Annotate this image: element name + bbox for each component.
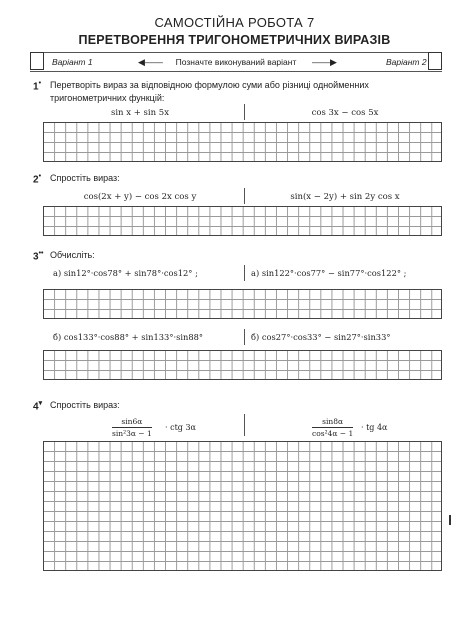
task-3b-variant-2: б) cos27°·cos33° − sin27°·sin33°	[251, 332, 391, 342]
task-3a-answer-grid[interactable]	[43, 289, 442, 319]
task-4-variant-2-tail: · tg 4α	[361, 423, 388, 432]
task-1-variant-1-expression: sin x + sin 5x	[110, 108, 170, 118]
task-4-variant-1-fraction	[112, 417, 152, 438]
task-3a-variant-2: а) sin122°·cos77° − sin77°·cos122° ;	[251, 268, 407, 278]
fraction-numerator: sin8α	[312, 417, 353, 428]
task-3-number: 3••	[33, 250, 44, 263]
variant-1-label: Варіант 1	[52, 57, 93, 67]
task-4-separator	[244, 414, 245, 436]
task-4-variant-2-fraction	[312, 417, 353, 438]
arrow-left-icon: ◀——	[138, 57, 163, 67]
task-1-number: 1•	[33, 80, 42, 93]
task-4-answer-grid[interactable]	[43, 441, 442, 571]
task-2-text: Спростіть вираз:	[50, 173, 120, 183]
task-1-answer-grid[interactable]	[43, 122, 442, 162]
task-2-answer-grid[interactable]	[43, 206, 442, 236]
fraction-denominator: sin²3α − 1	[112, 429, 152, 438]
task-4-variant-1-tail: · ctg 3α	[165, 423, 196, 432]
variant-2-label: Варіант 2	[386, 57, 427, 67]
task-3-text: Обчисліть:	[50, 250, 95, 260]
task-2-number: 2•	[33, 173, 42, 186]
task-1-separator	[244, 104, 245, 120]
task-2-variant-2-expression: sin(x − 2y) + sin 2y cos x	[290, 192, 400, 202]
task-3a-separator	[244, 265, 245, 281]
variant-selector-bar	[30, 52, 442, 72]
task-2-variant-1-expression: cos(2x + y) − cos 2x cos y	[83, 192, 197, 202]
fraction-numerator: sin6α	[112, 417, 152, 428]
variant-hint: Позначте виконуваний варіант	[175, 57, 297, 67]
task-4-text: Спростіть вираз:	[50, 400, 120, 410]
task-3b-answer-grid[interactable]	[43, 350, 442, 380]
task-2-separator	[244, 188, 245, 204]
page-subtitle: ПЕРЕТВОРЕННЯ ТРИГОНОМЕТРИЧНИХ ВИРАЗІВ	[78, 33, 391, 47]
task-4-number: 4▾	[33, 400, 43, 413]
task-1-variant-2-expression: cos 3x − cos 5x	[311, 108, 379, 118]
task-3a-variant-1: а) sin12°·cos78° + sin78°·cos12° ;	[53, 268, 198, 278]
arrow-right-icon: ——▶	[312, 57, 337, 67]
text-cursor	[449, 515, 451, 525]
task-3b-variant-1: б) cos133°·cos88° + sin133°·sin88°	[53, 332, 204, 342]
page-title: САМОСТІЙНА РОБОТА 7	[154, 15, 315, 30]
task-1-text: Перетворіть вираз за відповідною формулою суми або різниці однойменних тригонометричних функцій:	[50, 80, 369, 103]
task-3b-separator	[244, 329, 245, 345]
fraction-denominator: cos²4α − 1	[312, 429, 354, 438]
variant-2-checkbox[interactable]	[428, 52, 442, 70]
